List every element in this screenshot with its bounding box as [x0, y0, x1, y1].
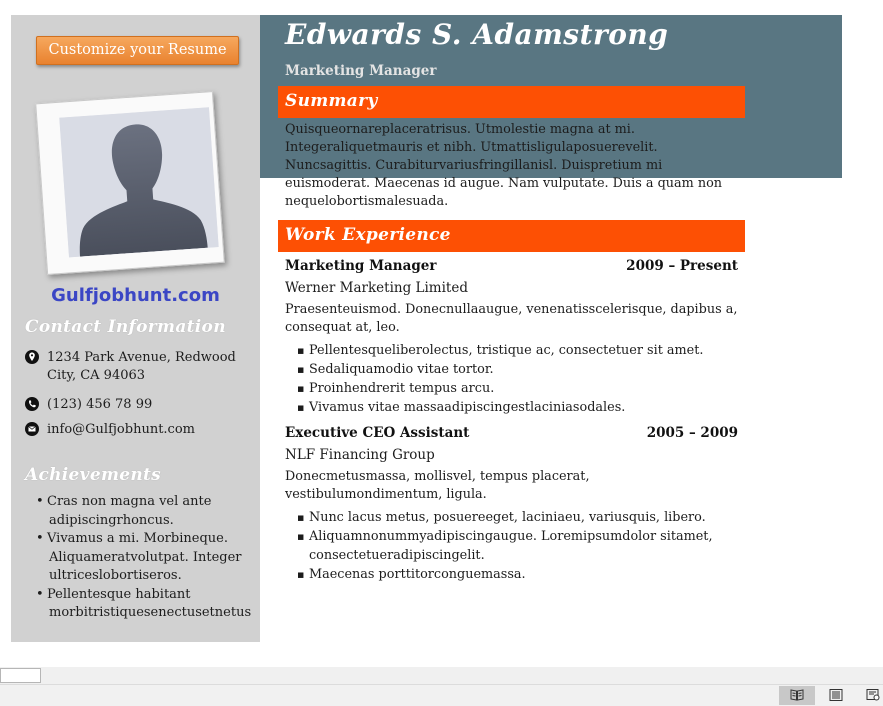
- list-item: ▪ Maecenas porttitorconguemassa.: [297, 567, 526, 582]
- square-bullet-icon: ▪: [297, 401, 305, 414]
- list-item: ▪ Nunc lacus metus, posuereeget, laciniaeu, variusquis, libero.: [297, 510, 706, 525]
- address-text: 1234 Park Avenue, Redwood City, CA 94063: [47, 350, 236, 383]
- phone-icon: [25, 397, 39, 411]
- phone-text: (123) 456 78 99: [47, 397, 153, 412]
- bullet-icon: •: [36, 494, 44, 509]
- avatar-placeholder-icon: [59, 107, 218, 257]
- job-bullet-list: [285, 341, 740, 417]
- square-bullet-icon: ▪: [297, 530, 305, 543]
- list-item: ▪ Vivamus vitae massaadipiscingestlaciniasodales.: [297, 400, 626, 415]
- experience-heading: Work Experience: [285, 225, 451, 245]
- bullet-icon: •: [36, 586, 44, 602]
- square-bullet-icon: ▪: [297, 568, 305, 581]
- status-bar: [0, 684, 883, 706]
- contact-phone: [25, 396, 255, 414]
- company-name: NLF Financing Group: [285, 447, 435, 463]
- read-mode-button[interactable]: [779, 686, 815, 705]
- job-title: Executive CEO Assistant: [285, 425, 470, 441]
- square-bullet-icon: ▪: [297, 363, 305, 376]
- square-bullet-icon: ▪: [297, 511, 305, 524]
- website-link[interactable]: Gulfjobhunt.com: [51, 285, 220, 306]
- summary-text: Quisqueornareplaceratrisus. Utmolestie magna at mi. Integeraliquetmauris et nibh. Utmattisligulaposuerevelit. Nuncsagittis. Curabiturvariusfringillanisl. Duispretium mi euismoderat. Maecenas id augue. Nam vulputate. Duis a quam non nequelobortismalesuada.: [285, 122, 723, 209]
- map-pin-icon: [25, 350, 39, 364]
- bullet-icon: •: [36, 531, 44, 546]
- profile-photo: [35, 91, 225, 275]
- job-header: [285, 258, 738, 274]
- experience-section-bar: [278, 220, 745, 252]
- list-item: ▪ Pellentesqueliberolectus, tristique ac, consectetuer sit amet.: [297, 343, 704, 358]
- list-item: ▪ Proinhendrerit tempus arcu.: [297, 381, 495, 396]
- print-layout-button[interactable]: [818, 686, 854, 705]
- candidate-name: Edwards S. Adamstrong: [285, 18, 669, 51]
- customize-resume-button[interactable]: Customize your Resume: [36, 36, 239, 65]
- company-name: Werner Marketing Limited: [285, 280, 468, 296]
- scrollbar-thumb[interactable]: [0, 668, 41, 683]
- job-bullet-list: [285, 508, 740, 584]
- achievements-list: [25, 493, 257, 623]
- achievements-heading: Achievements: [25, 465, 162, 485]
- job-description: Donecmetusmassa, mollisvel, tempus placerat, vestibulumondimentum, ligula.: [285, 469, 590, 502]
- sidebar: [11, 15, 260, 642]
- list-item: ▪ Aliquamnonummyadipiscingaugue. Loremipsumdolor sitamet, consectetueradipiscingelit.: [297, 529, 713, 563]
- contact-address: [25, 349, 255, 387]
- list-item: • Pellentesque habitant morbitristiquesenectusetnetus: [36, 586, 252, 620]
- job-title: Marketing Manager: [285, 258, 437, 274]
- contact-heading: Contact Information: [25, 317, 226, 337]
- job-dates: 2005 – 2009: [646, 425, 738, 441]
- square-bullet-icon: ▪: [297, 382, 305, 395]
- job-header: [285, 425, 738, 441]
- mail-icon: [25, 422, 39, 436]
- summary-heading: Summary: [285, 91, 378, 111]
- job-dates: 2009 – Present: [626, 258, 738, 274]
- candidate-title: Marketing Manager: [285, 63, 437, 79]
- list-item: • Cras non magna vel ante adipiscingrhoncus.: [36, 494, 212, 528]
- job-description: Praesenteuismod. Donecnullaaugue, venenatisscelerisque, dapibus a, consequat at, leo.: [285, 302, 738, 335]
- square-bullet-icon: ▪: [297, 344, 305, 357]
- contact-email: [25, 421, 255, 439]
- summary-section-bar: [278, 86, 745, 118]
- list-item: ▪ Sedaliquamodio vitae tortor.: [297, 362, 494, 377]
- list-item: • Vivamus a mi. Morbineque. Aliquameratvolutpat. Integer ultriceslobortiseros.: [36, 531, 242, 583]
- email-text[interactable]: info@Gulfjobhunt.com: [47, 422, 195, 437]
- web-layout-button[interactable]: [855, 686, 883, 705]
- horizontal-scrollbar[interactable]: [0, 667, 883, 684]
